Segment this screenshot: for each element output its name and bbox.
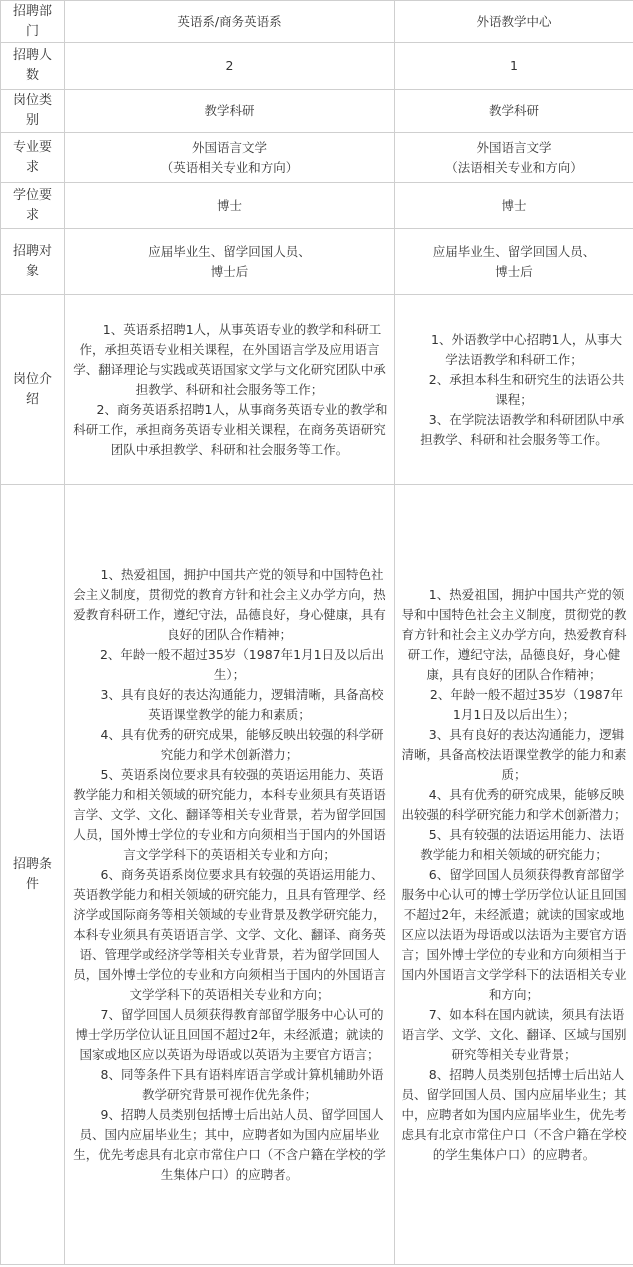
intro-english-item-1: 1、英语系招聘1人，从事英语专业的教学和科研工作，承担英语专业相关课程，在外国语言学及应用语言学、翻译理论与实践或英语国家文学与文化研究团队中承担教学、科研和社会服务等工作； xyxy=(73,321,386,397)
cond-english-9: 9、招聘人员类别包括博士后出站人员、留学回国人员、国内应届毕业生；其中，应聘者如为国内应届毕业生，优先考虑具有北京市常住户口（不含户籍在学校的学生集体户口）的应聘者。 xyxy=(73,1106,386,1182)
cond-english-7: 7、留学回国人员须获得教育部留学服务中心认可的博士学历学位认证且回国不超过2年，未经派遣；就读的国家或地区应以英语为母语或以英语为主要官方语言； xyxy=(75,1006,384,1062)
category-english: 教学科研 xyxy=(65,90,395,133)
row-major xyxy=(1,133,633,183)
intro-center xyxy=(395,295,633,485)
conditions-center xyxy=(395,485,633,1265)
intro-english xyxy=(65,295,395,485)
label-conditions: 招聘条件 xyxy=(1,485,65,1265)
row-count xyxy=(1,43,633,90)
intro-english-item-2: 2、商务英语系招聘1人，从事商务英语专业的教学和科研工作，承担商务英语专业相关课程，在商务英语研究团队中承担教学、科研和社会服务等工作。 xyxy=(73,401,388,457)
count-center: 1 xyxy=(395,43,633,90)
cond-center-5: 5、具有较强的法语运用能力、法语教学能力和相关领域的研究能力； xyxy=(420,826,625,862)
count-english: 2 xyxy=(65,43,395,90)
degree-english: 博士 xyxy=(65,183,395,229)
row-dept xyxy=(1,1,633,43)
label-degree: 学位要求 xyxy=(1,183,65,229)
cond-english-6: 6、商务英语系岗位要求具有较强的英语运用能力、英语教学能力和相关领域的研究能力，且具有管理学、经济学或国际商务等相关领域的专业背景及教学研究能力，本科专业须具有英语语言学、文学、文化、翻译、商务英语、管理学或经济学等相关专业背景，若为留学回国人员，国外博士学位的专业和方向须相当于国内的外国语言文学学科下的英语相关专业和方向； xyxy=(73,866,386,1002)
label-dept: 招聘部门 xyxy=(1,1,65,43)
major-center: 外国语言文学 （法语相关专业和方向） xyxy=(395,133,633,183)
cond-center-8: 8、招聘人员类别包括博士后出站人员、留学回国人员、国内应届毕业生；其中，应聘者如为国内应届毕业生，优先考虑具有北京市常住户口（不含户籍在学校的学生集体户口）的应聘者。 xyxy=(401,1066,627,1162)
target-english: 应届毕业生、留学回国人员、 博士后 xyxy=(65,229,395,295)
cond-center-6: 6、留学回国人员须获得教育部留学服务中心认可的博士学历学位认证且回国不超过2年，未经派遣；就读的国家或地区应以法语为母语或以法语为主要官方语言；国外博士学位的专业和方向须相当于国内外国语言文学学科下的法语相关专业和方向； xyxy=(401,866,627,1002)
intro-center-item-1: 1、外语教学中心招聘1人，从事大学法语教学和科研工作； xyxy=(431,331,622,367)
row-intro xyxy=(1,295,633,485)
label-category: 岗位类别 xyxy=(1,90,65,133)
target-center: 应届毕业生、留学回国人员、 博士后 xyxy=(395,229,633,295)
degree-center: 博士 xyxy=(395,183,633,229)
cond-english-2: 2、年龄一般不超过35岁（1987年1月1日及以后出生）； xyxy=(99,646,385,682)
dept-english: 英语系/商务英语系 xyxy=(65,1,395,43)
cond-center-1: 1、热爱祖国，拥护中国共产党的领导和中国特色社会主义制度，贯彻党的教育方针和社会主义办学方向，热爱教育科研工作，遵纪守法，品德良好，身心健康，具有良好的团队合作精神； xyxy=(401,586,627,682)
cond-english-1: 1、热爱祖国，拥护中国共产党的领导和中国特色社会主义制度，贯彻党的教育方针和社会主义办学方向，热爱教育科研工作，遵纪守法，品德良好，身心健康，具有良好的团队合作精神； xyxy=(73,566,386,642)
label-target: 招聘对象 xyxy=(1,229,65,295)
row-target xyxy=(1,229,633,295)
cond-center-4: 4、具有优秀的研究成果，能够反映出较强的科学研究能力和学术创新潜力； xyxy=(401,786,627,822)
row-conditions xyxy=(1,485,633,1265)
dept-center: 外语教学中心 xyxy=(395,1,633,43)
intro-center-item-2: 2、承担本科生和研究生的法语公共课程； xyxy=(428,371,625,407)
cond-english-3: 3、具有良好的表达沟通能力，逻辑清晰，具备高校英语课堂教学的能力和素质； xyxy=(100,686,384,722)
cond-center-7: 7、如本科在国内就读，须具有法语语言学、文学、文化、翻译、区域与国别研究等相关专业背景； xyxy=(401,1006,627,1062)
row-category xyxy=(1,90,633,133)
cond-english-4: 4、具有优秀的研究成果，能够反映出较强的科学研究能力和学术创新潜力； xyxy=(100,726,384,762)
label-intro: 岗位介绍 xyxy=(1,295,65,485)
row-degree xyxy=(1,183,633,229)
label-count: 招聘人数 xyxy=(1,43,65,90)
cond-english-5: 5、英语系岗位要求具有较强的英语运用能力、英语教学能力和相关领域的研究能力，本科专业须具有英语语言学、文学、文化、翻译等相关专业背景，若为留学回国人员，国外博士学位的专业和方向须相当于国内的外国语言文学学科下的英语相关专业和方向； xyxy=(73,766,386,862)
category-center: 教学科研 xyxy=(395,90,633,133)
label-major: 专业要求 xyxy=(1,133,65,183)
major-english: 外国语言文学 （英语相关专业和方向） xyxy=(65,133,395,183)
intro-center-item-3: 3、在学院法语教学和科研团队中承担教学、科研和社会服务等工作。 xyxy=(420,411,625,447)
cond-center-2: 2、年龄一般不超过35岁（1987年1月1日及以后出生）； xyxy=(429,686,624,722)
cond-center-3: 3、具有良好的表达沟通能力，逻辑清晰，具备高校法语课堂教学的能力和素质； xyxy=(401,726,627,782)
cond-english-8: 8、同等条件下具有语料库语言学或计算机辅助外语教学研究背景可视作优先条件； xyxy=(100,1066,384,1102)
conditions-english xyxy=(65,485,395,1265)
